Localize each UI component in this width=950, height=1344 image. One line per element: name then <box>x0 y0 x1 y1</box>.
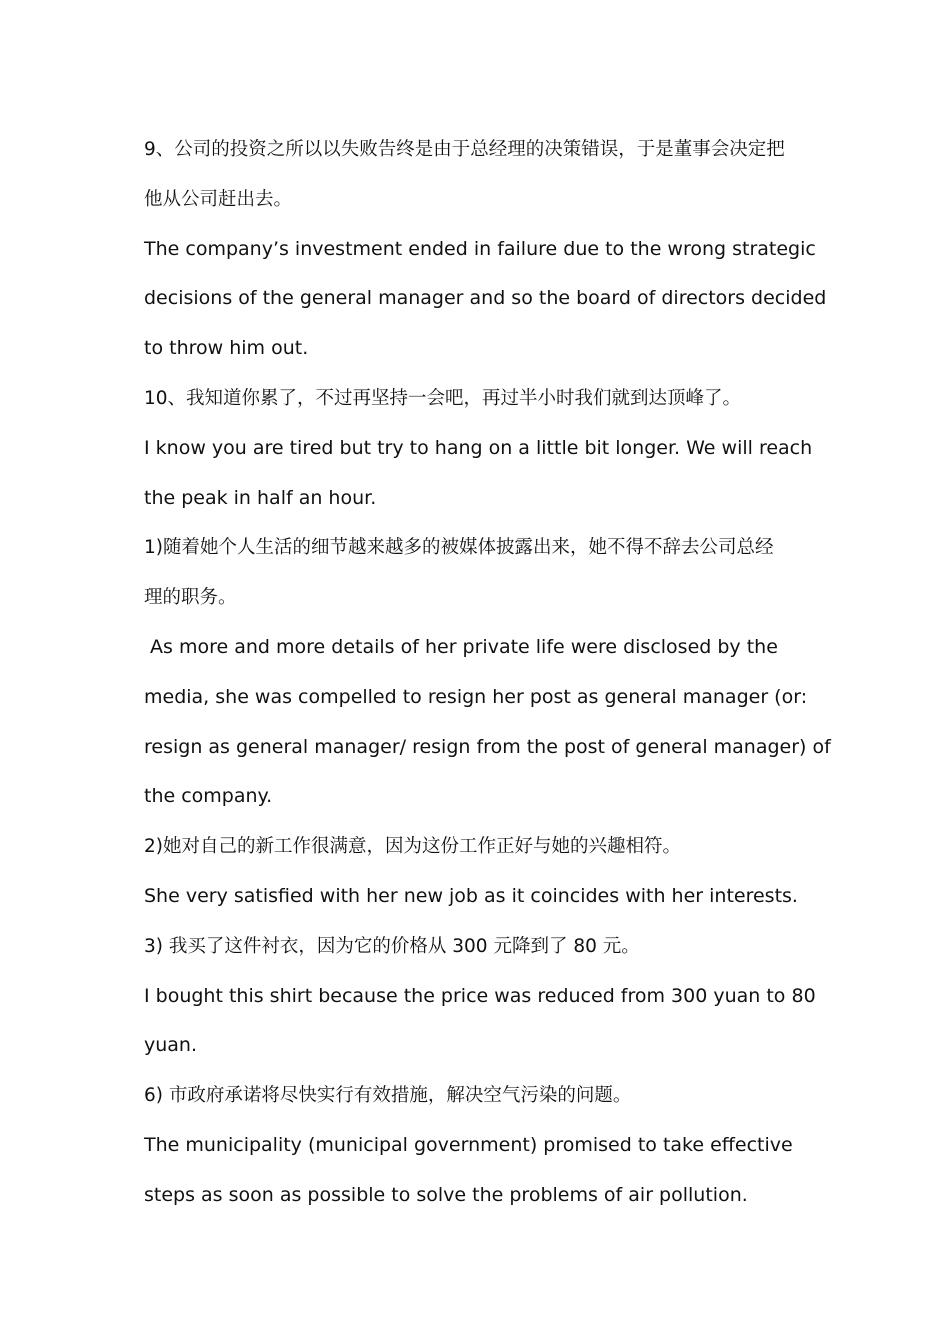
text-line: 理的职务。 <box>144 587 237 609</box>
text-line: The company’s investment ended in failure due to the wrong strategic <box>144 237 816 260</box>
text-line: to throw him out. <box>144 337 309 360</box>
text-line: the company. <box>144 785 273 808</box>
text-line: 6) 市政府承诺将尽快实行有效措施，解决空气污染的问题。 <box>144 1085 632 1107</box>
text-line: decisions of the general manager and so the board of directors decided <box>144 287 827 310</box>
text-line: 3) 我买了这件衬衣，因为它的价格从 300 元降到了 80 元。 <box>144 935 640 957</box>
text-line: The municipality (municipal government) promised to take effective <box>144 1133 793 1156</box>
text-line: 10、我知道你累了，不过再坚持一会吧，再过半小时我们就到达顶峰了。 <box>144 387 742 409</box>
text-line: 1)随着她个人生活的细节越来越多的被媒体披露出来，她不得不辞去公司总经 <box>144 537 774 559</box>
text-line: As more and more details of her private life were disclosed by the <box>144 635 778 658</box>
text-line: steps as soon as possible to solve the problems of air pollution. <box>144 1183 748 1206</box>
text-line: resign as general manager/ resign from the post of general manager) of <box>144 735 831 758</box>
text-line: I bought this shirt because the price was reduced from 300 yuan to 80 <box>144 984 816 1007</box>
text-line: 9、公司的投资之所以以失败告终是由于总经理的决策错误，于是董事会决定把 <box>144 139 785 160</box>
text-line: 2)她对自己的新工作很满意，因为这份工作正好与她的兴趣相符。 <box>144 836 681 858</box>
text-line: 他从公司赶出去。 <box>144 188 293 210</box>
text-line: media, she was compelled to resign her post as general manager (or: <box>144 685 808 708</box>
text-line: the peak in half an hour. <box>144 486 377 509</box>
text-line: I know you are tired but try to hang on a little bit longer. We will reach <box>144 436 813 459</box>
text-line: She very satisfied with her new job as it coincides with her interests. <box>144 884 798 907</box>
document-body <box>144 125 831 1221</box>
text-line: yuan. <box>144 1034 198 1057</box>
